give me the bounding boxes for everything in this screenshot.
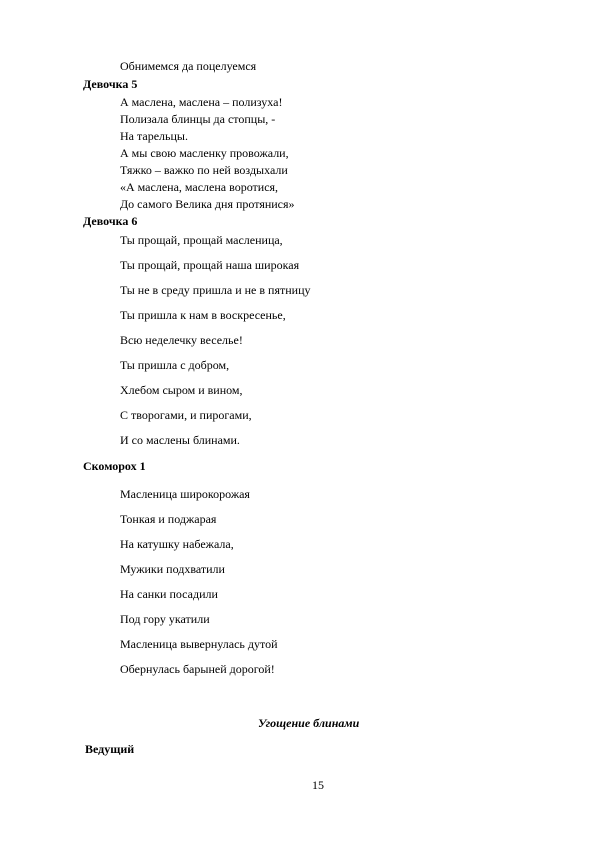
stage-direction: Угощение блинами	[258, 716, 360, 730]
verse-line: А маслена, маслена – полизуха!	[120, 95, 283, 109]
verse-line: Мужики подхватили	[120, 562, 225, 576]
verse-line: Ты не в среду пришла и не в пятницу	[120, 283, 311, 297]
verse-line: С творогами, и пирогами,	[120, 408, 252, 422]
verse-line: Ты пришла с добром,	[120, 358, 230, 372]
verse-line: Обнимемся да поцелуемся	[120, 59, 257, 73]
speaker-heading: Девочка 6	[83, 214, 138, 228]
speaker-heading: Девочка 5	[83, 77, 138, 91]
verse-line: Ты прощай, прощай масленица,	[120, 233, 283, 247]
verse-line: Масленица широкорожая	[120, 487, 250, 501]
verse-line: Хлебом сыром и вином,	[120, 383, 243, 397]
speaker-heading: Скоморох 1	[83, 459, 146, 473]
verse-line: На катушку набежала,	[120, 537, 234, 551]
verse-line: Ты пришла к нам в воскресенье,	[120, 308, 286, 322]
verse-line: Масленица вывернулась дутой	[120, 637, 278, 651]
verse-line: Обернулась барыней дорогой!	[120, 662, 275, 676]
speaker-heading: Ведущий	[85, 742, 135, 756]
verse-line: А мы свою масленку провожали,	[120, 146, 289, 160]
verse-line: Ты прощай, прощай наша широкая	[120, 258, 300, 272]
verse-line: Всю неделечку веселье!	[120, 333, 243, 347]
verse-line: На тарельцы.	[120, 129, 188, 143]
verse-line: На санки посадили	[120, 587, 218, 601]
verse-line: Полизала блинцы да стопцы, -	[120, 112, 276, 126]
page-number: 15	[312, 778, 324, 792]
verse-line: Тяжко – важко по ней воздыхали	[120, 163, 288, 177]
verse-line: Под гору укатили	[120, 612, 210, 626]
verse-line: «А маслена, маслена воротися,	[120, 180, 279, 194]
verse-line: До самого Велика дня протянися»	[120, 197, 295, 211]
verse-line: Тонкая и поджарая	[120, 512, 217, 526]
verse-line: И со маслены блинами.	[120, 433, 240, 447]
